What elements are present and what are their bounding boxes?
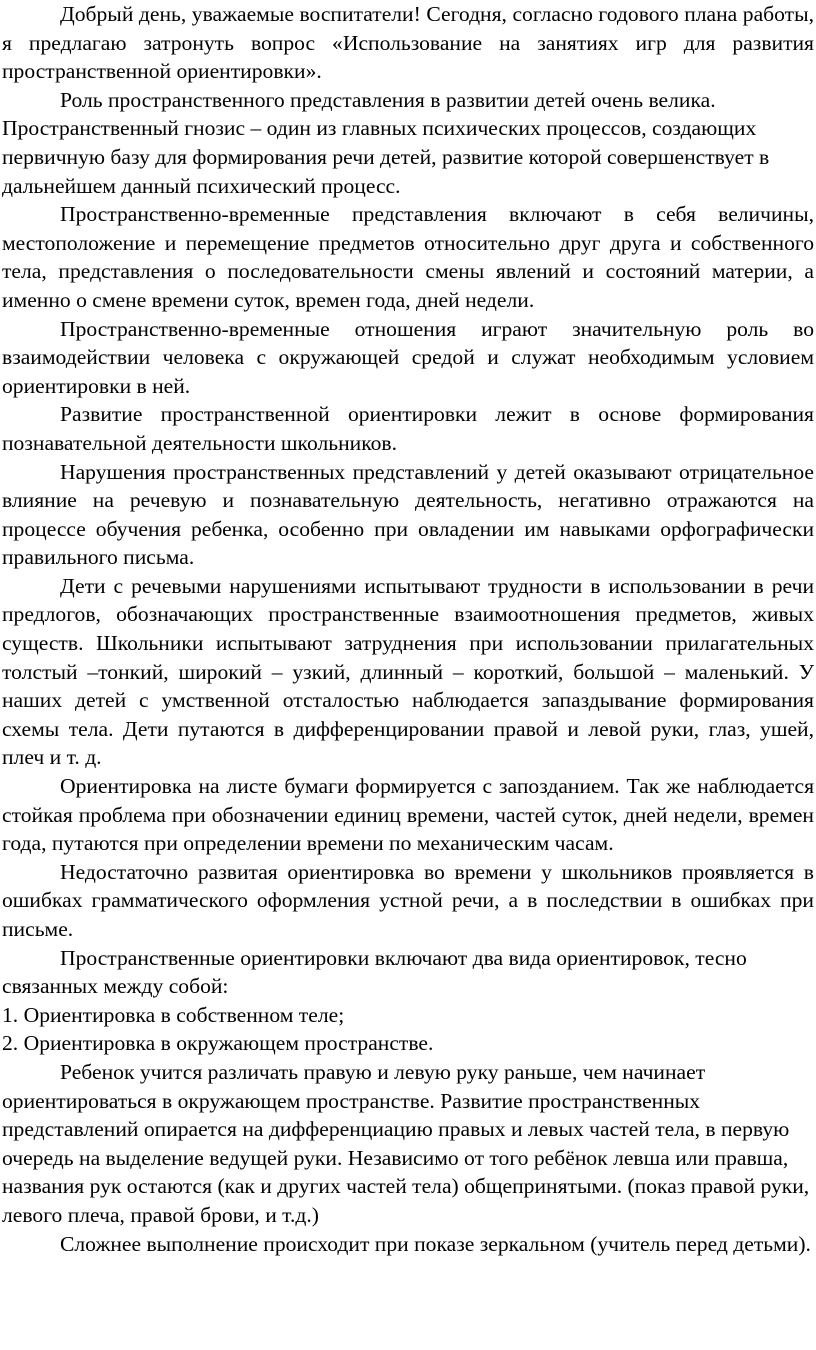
paragraph-paper-orientation: Ориентировка на листе бумаги формируется с запозданием. Так же наблюдается стойкая проблема при обозначении единиц времени, частей суток, дней недели, времен года, путаются при определении времени по механическим часам.: [2, 774, 814, 856]
paragraph-violations: Нарушения пространственных представлений у детей оказывают отрицательное влияние на речевую и познавательную деятельность, негативно отражаются на процессе обучения ребенка, особенно при овладении им навыками орфографически правильного письма.: [2, 459, 814, 570]
paragraph-spatiotemporal-representations: Пространственно-временные представления включают в себя величины, местоположение и перемещение предметов относительно друг друга и собственного тела, представления о последовательности смены явлений и состояний материи, а именно о смене времени суток, времен года, дней недели.: [2, 202, 814, 312]
paragraph-role: Роль пространственного представления в развитии детей очень велика. Пространственный гнозис – один из главных психических процессов, создающих первичную базу для формирования речи детей, развитие которой совершенствует в дальнейшем данный психический процесс.: [2, 87, 770, 198]
paragraph-mirror: Сложнее выполнение происходит при показе зеркальном (учитель перед детьми).: [60, 1231, 811, 1256]
paragraph-time-orientation: Недостаточно развитая ориентировка во времени у школьников проявляется в ошибках грамматического оформления устной речи, а в последствии в ошибках при письме.: [2, 859, 814, 941]
paragraph-greeting: Добрый день, уважаемые воспитатели! Сегодня, согласно годового плана работы, я предлагаю затронуть вопрос «Использование на занятиях игр для развития пространственной ориентировки».: [2, 2, 814, 84]
paragraph-speech-difficulties: Дети с речевыми нарушениями испытывают трудности в использовании в речи предлогов, обозначающих пространственные взаимоотношения предметов, живых существ. Школьники испытывают затруднения при использовании прилагательных толстый –тонкий, широкий – узкий, длинный – короткий, большой – маленький. У наших детей с умственной отсталостью наблюдается запаздывание формирования схемы тела. Дети путаются в дифференцировании правой и левой руки, глаз, ушей, плеч и т. д.: [2, 573, 814, 770]
list-item: 2. Ориентировка в окружающем пространстве.: [2, 1031, 434, 1056]
list-item: 1. Ориентировка в собственном теле;: [2, 1002, 345, 1027]
paragraph-orientation-development: Развитие пространственной ориентировки лежит в основе формирования познавательной деятельности школьников.: [2, 402, 814, 455]
paragraph-spatiotemporal-relations: Пространственно-временные отношения играют значительную роль во взаимодействии человека с окружающей средой и служат необходимым условием ориентировки в ней.: [2, 316, 814, 398]
paragraph-orientation-types: Пространственные ориентировки включают два вида ориентировок, тесно связанных между собой:: [2, 945, 747, 999]
paragraph-left-right: Ребенок учится различать правую и левую руку раньше, чем начинает ориентироваться в окружающем пространстве. Развитие пространственных представлений опирается на дифференциацию правых и левых частей тела, в первую очередь на выделение ведущей руки. Независимо от того ребёнок левша или правша, названия рук остаются (как и других частей тела) общепринятыми. (показ правой руки, левого плеча, правой брови, и т.д.): [2, 1059, 810, 1227]
